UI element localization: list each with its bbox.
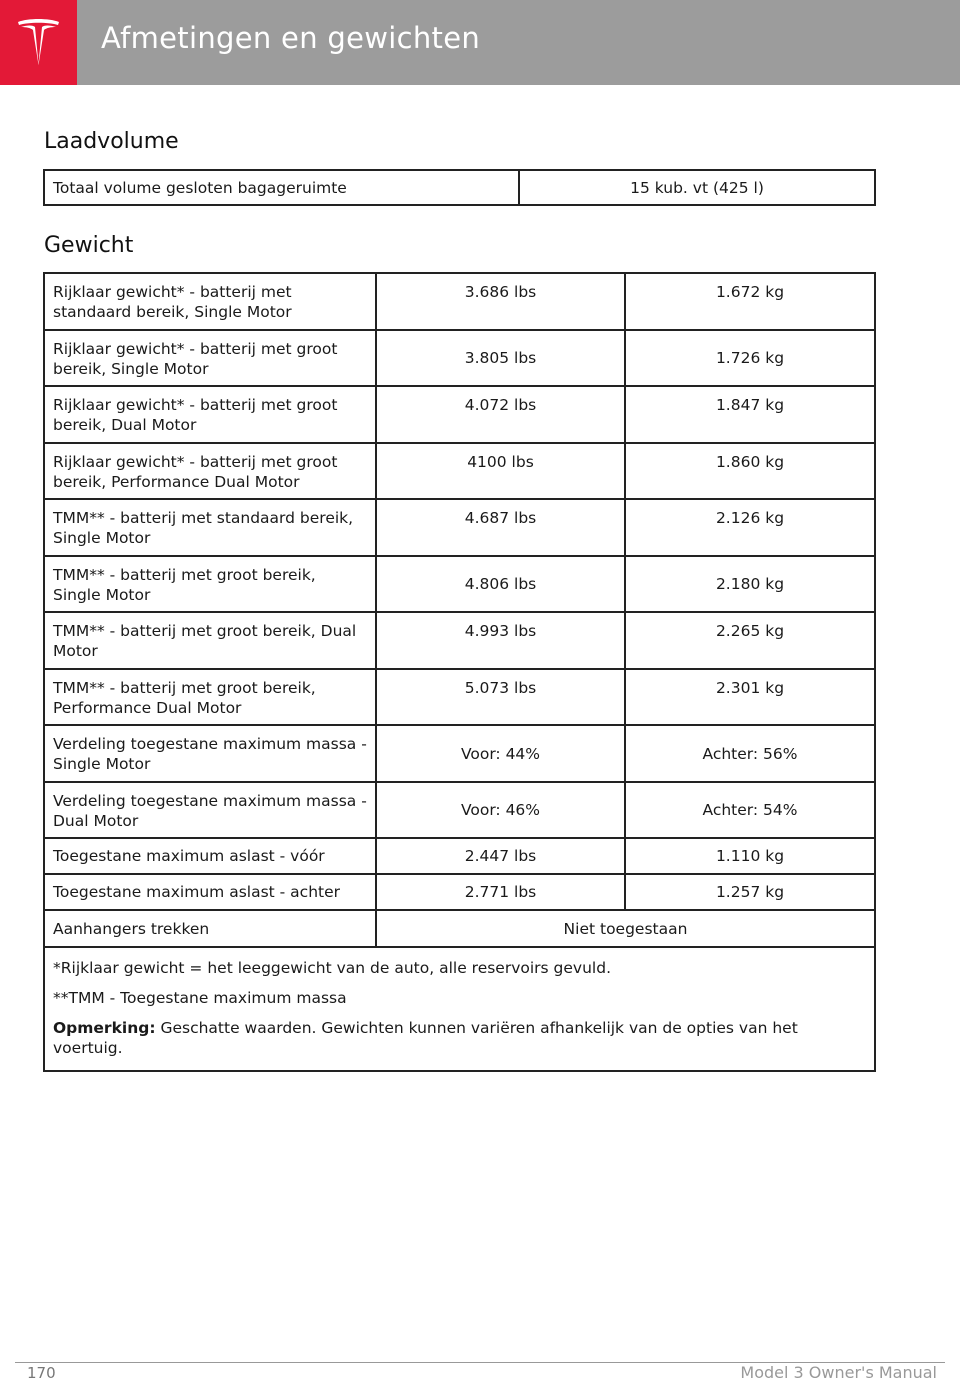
row-label: TMM** - batterij met groot bereik, Dual Motor: [44, 612, 376, 669]
weight-table: [43, 272, 876, 1072]
row-value-lbs: 3.805 lbs: [376, 330, 625, 386]
row-value-kg: 1.860 kg: [625, 443, 875, 499]
row-label: TMM** - batterij met groot bereik, Performance Dual Motor: [44, 669, 376, 725]
row-value-lbs: 2.771 lbs: [376, 874, 625, 910]
table-row: [44, 838, 875, 874]
row-value-lbs: 4.806 lbs: [376, 556, 625, 612]
row-value-front: Voor: 44%: [376, 725, 625, 782]
row-value: 15 kub. vt (425 l): [519, 170, 875, 205]
page-title: Afmetingen en gewichten: [101, 21, 481, 55]
row-value-kg: 2.265 kg: [625, 612, 875, 669]
table-row: [44, 669, 875, 725]
row-label: Rijklaar gewicht* - batterij met groot bereik, Dual Motor: [44, 386, 376, 443]
section-heading-laadvolume: Laadvolume: [44, 129, 179, 154]
table-row: [44, 725, 875, 782]
table-row: [44, 386, 875, 443]
row-value-kg: 1.110 kg: [625, 838, 875, 874]
remark: [53, 1018, 866, 1058]
row-value-lbs: 4.687 lbs: [376, 499, 625, 556]
tesla-logo-icon: [16, 18, 61, 66]
remark-label: Opmerking:: [53, 1019, 156, 1037]
footnote-curb-weight: *Rijklaar gewicht = het leeggewicht van de auto, alle reservoirs gevuld.: [53, 959, 611, 977]
footnote-tmm: **TMM - Toegestane maximum massa: [53, 989, 347, 1007]
row-value-lbs: 5.073 lbs: [376, 669, 625, 725]
towing-value: Niet toegestaan: [376, 910, 875, 947]
row-value-kg: 2.180 kg: [625, 556, 875, 612]
row-label: Verdeling toegestane maximum massa - Dual Motor: [44, 782, 376, 838]
table-row: [44, 499, 875, 556]
brand-logo-box: [0, 0, 77, 85]
row-value-kg: 1.847 kg: [625, 386, 875, 443]
row-label: Toegestane maximum aslast - achter: [44, 874, 376, 910]
section-heading-gewicht: Gewicht: [44, 233, 134, 258]
row-label: Toegestane maximum aslast - vóór: [44, 838, 376, 874]
row-label: Verdeling toegestane maximum massa - Single Motor: [44, 725, 376, 782]
row-value-kg: 2.301 kg: [625, 669, 875, 725]
table-row: [44, 330, 875, 386]
table-row: [44, 612, 875, 669]
page-number: 170: [27, 1364, 56, 1382]
table-row: [44, 273, 875, 330]
towing-label: Aanhangers trekken: [44, 910, 376, 947]
row-label: Rijklaar gewicht* - batterij met groot bereik, Single Motor: [44, 330, 376, 386]
row-value-lbs: 4.072 lbs: [376, 386, 625, 443]
table-row: [44, 170, 875, 205]
page-header: [0, 0, 960, 85]
row-label: Totaal volume gesloten bagageruimte: [44, 170, 519, 205]
row-label: Rijklaar gewicht* - batterij met standaard bereik, Single Motor: [44, 273, 376, 330]
table-row: [44, 874, 875, 910]
row-value-front: Voor: 46%: [376, 782, 625, 838]
table-row: [44, 556, 875, 612]
row-value-kg: 1.726 kg: [625, 330, 875, 386]
row-label: TMM** - batterij met standaard bereik, Single Motor: [44, 499, 376, 556]
cargo-volume-table: [43, 169, 876, 206]
row-value-lbs: 4.993 lbs: [376, 612, 625, 669]
row-label: TMM** - batterij met groot bereik, Single Motor: [44, 556, 376, 612]
row-value-lbs: 3.686 lbs: [376, 273, 625, 330]
row-value-kg: 2.126 kg: [625, 499, 875, 556]
remark-text: Geschatte waarden. Gewichten kunnen variëren afhankelijk van de opties van het voertuig.: [53, 1019, 798, 1057]
row-value-lbs: 4100 lbs: [376, 443, 625, 499]
row-label: Rijklaar gewicht* - batterij met groot bereik, Performance Dual Motor: [44, 443, 376, 499]
row-value-kg: 1.672 kg: [625, 273, 875, 330]
notes-row: [44, 947, 875, 1071]
table-row: [44, 910, 875, 947]
row-value-rear: Achter: 54%: [625, 782, 875, 838]
row-value-kg: 1.257 kg: [625, 874, 875, 910]
table-row: [44, 443, 875, 499]
table-row: [44, 782, 875, 838]
row-value-lbs: 2.447 lbs: [376, 838, 625, 874]
manual-title: Model 3 Owner's Manual: [740, 1363, 937, 1382]
notes-cell: [44, 947, 875, 1071]
row-value-rear: Achter: 56%: [625, 725, 875, 782]
